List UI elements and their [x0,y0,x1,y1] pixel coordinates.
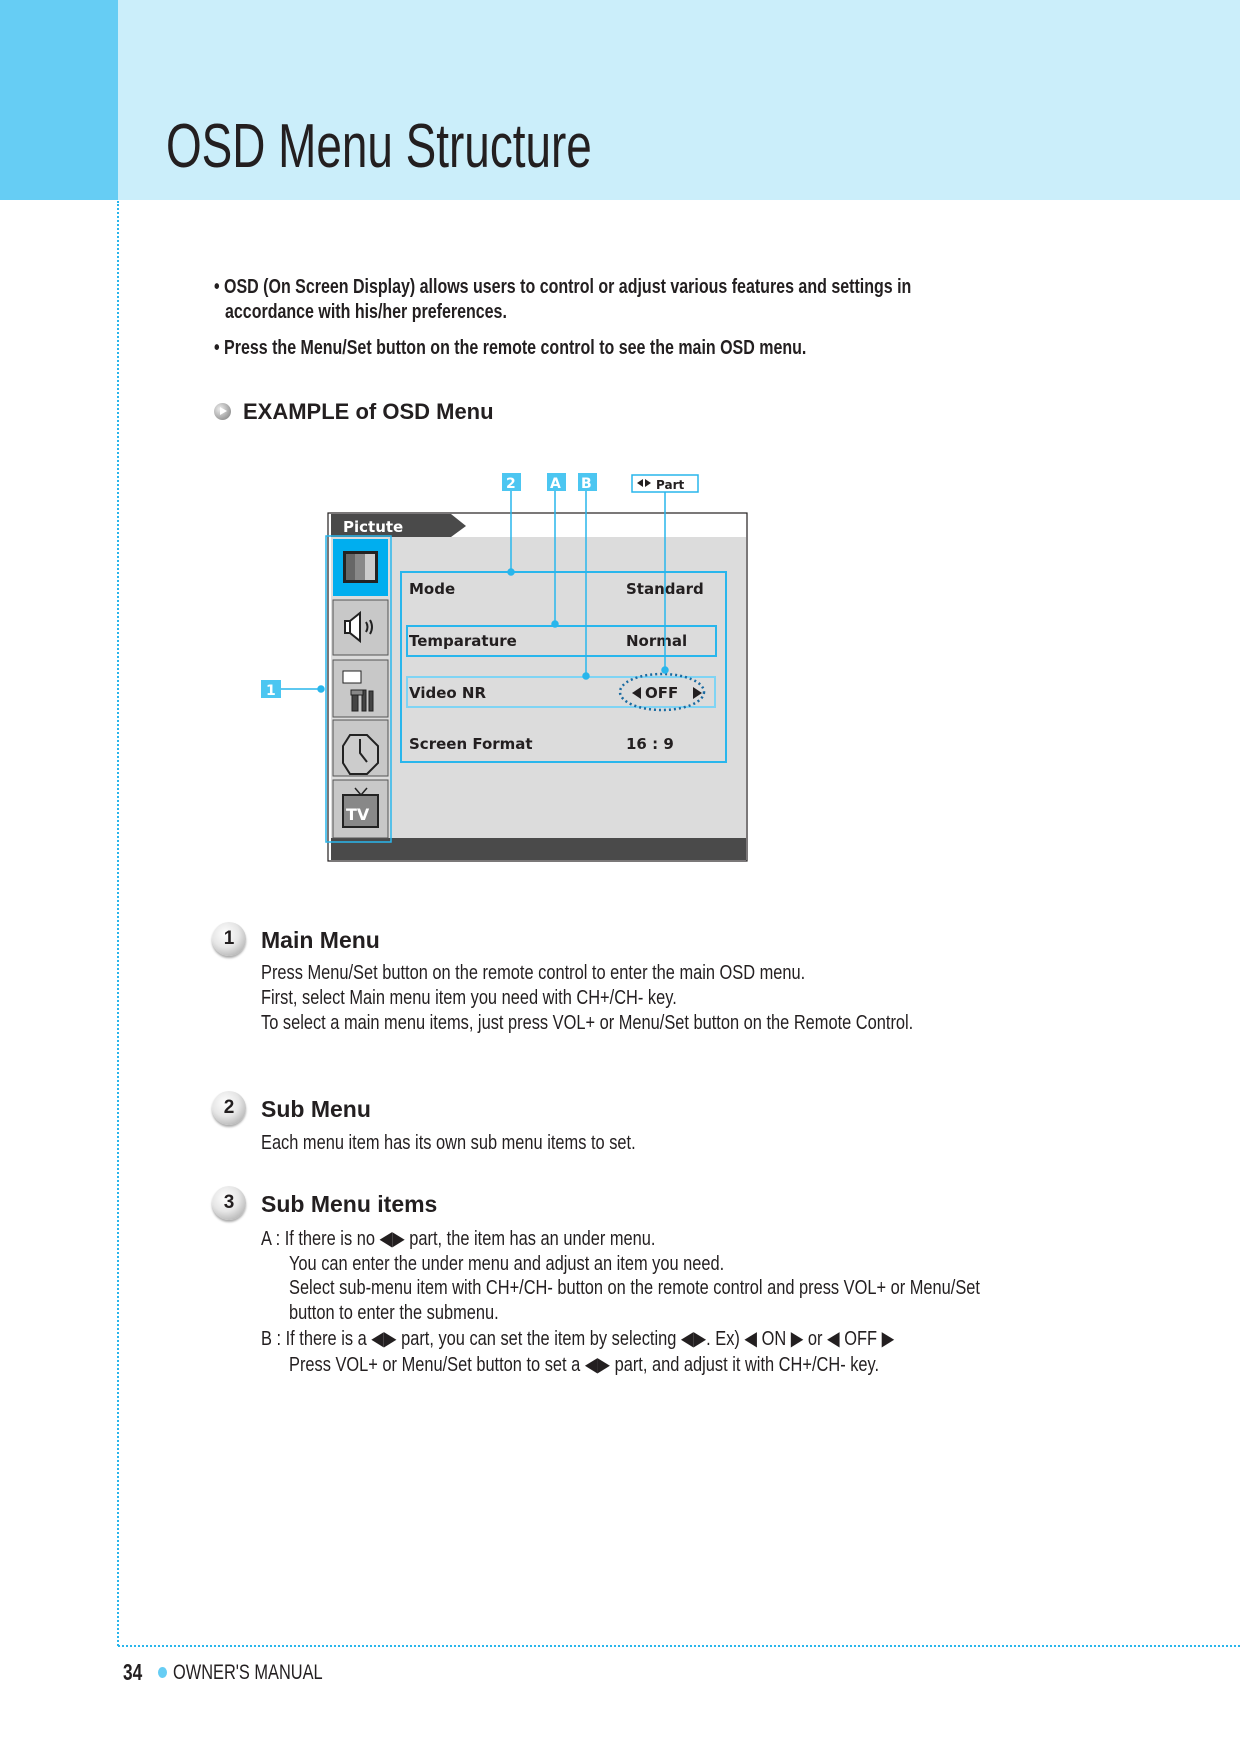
section-heading-sub-menu: Sub Menu [261,1096,371,1122]
intro-bullet-1-cont: accordance with his/her preferences. [225,301,507,323]
footer-dot-icon [158,1667,167,1678]
svg-text:Part: Part [656,478,685,492]
row-label: Temparature [409,632,517,650]
section-text: Select sub-menu item with CH+/CH- button on the remote control and press VOL+ or Menu/Set [289,1277,980,1299]
row-label: Screen Format [409,735,533,753]
section-text: First, select Main menu item you need with CH+/CH- key. [261,987,677,1009]
page-title: OSD Menu Structure [166,112,592,181]
page-number: 34 [123,1659,143,1685]
section-number-badge: 3 [212,1186,246,1220]
section-number-badge: 1 [212,922,246,956]
section-heading-main-menu: Main Menu [261,927,380,953]
section-number-badge: 2 [212,1091,246,1125]
svg-text:TV: TV [346,805,370,824]
clock-icon [343,735,378,774]
svg-text:1: 1 [266,683,276,699]
section-text: B : If there is a ◀▶ part, you can set the item by selecting ◀▶. Ex) ◀ ON ▶ or ◀ OFF ▶ [261,1328,895,1350]
svg-text:A: A [550,476,561,492]
section-text: Press VOL+ or Menu/Set button to set a ◀▶ part, and adjust it with CH+/CH- key. [289,1354,880,1376]
osd-tab-title: Pictute [343,518,404,536]
row-value: OFF [645,684,679,702]
osd-bottom-bar [331,838,746,860]
svg-text:2: 2 [506,476,516,492]
section-heading-sub-menu-items: Sub Menu items [261,1191,438,1217]
section-text: A : If there is no ◀▶ part, the item has an under menu. [261,1228,656,1250]
row-label: Video NR [409,684,487,702]
main-menu-item-setup [333,660,388,717]
example-heading: EXAMPLE of OSD Menu [243,399,494,424]
svg-text:B: B [581,476,592,492]
intro-bullet-1: • OSD (On Screen Display) allows users to control or adjust various features and settings in [214,276,912,298]
section-text: Press Menu/Set button on the remote control to enter the main OSD menu. [261,962,806,984]
row-value: 16 : 9 [626,735,674,753]
footer-divider [118,1645,1240,1647]
row-value: Normal [626,632,688,650]
section-text: Each menu item has its own sub menu items to set. [261,1132,636,1154]
intro-bullet-2: • Press the Menu/Set button on the remote control to see the main OSD menu. [214,337,807,359]
row-label: Mode [409,580,456,598]
footer-label: OWNER'S MANUAL [173,1661,323,1684]
row-value: Standard [626,580,704,598]
section-text: button to enter the submenu. [289,1302,499,1324]
section-text: To select a main menu items, just press VOL+ or Menu/Set button on the Remote Control. [261,1012,914,1034]
section-text: You can enter the under menu and adjust an item you need. [289,1253,725,1275]
picture-icon [343,551,378,583]
